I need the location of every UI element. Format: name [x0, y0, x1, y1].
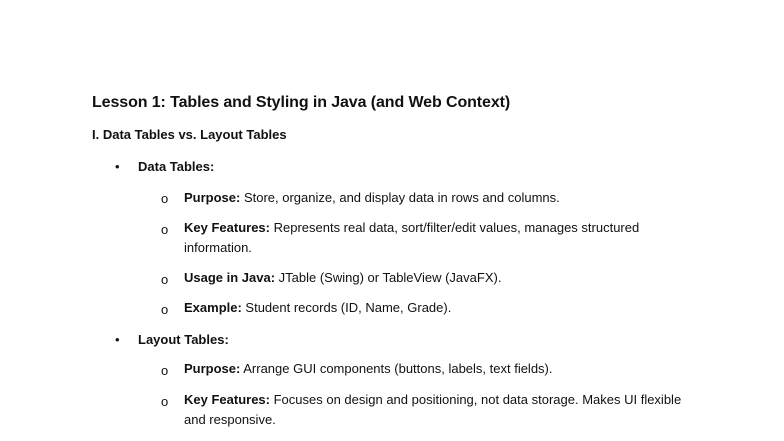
- list-item: [184, 268, 704, 288]
- item-label: Key Features:: [184, 220, 270, 235]
- list-item: [184, 188, 704, 208]
- bullet-marker: •: [115, 332, 120, 347]
- item-label: Purpose:: [184, 190, 241, 205]
- item-label: Key Features:: [184, 392, 270, 407]
- item-label: Purpose:: [184, 361, 241, 376]
- item-text: Focuses on design and positioning, not data storage. Makes UI flexible and responsive.: [184, 392, 682, 427]
- sub-bullet-marker: o: [161, 363, 169, 378]
- sub-bullet-marker: o: [161, 272, 169, 287]
- list-item: [184, 390, 684, 430]
- lesson-title: Lesson 1: Tables and Styling in Java (and Web Context): [92, 94, 511, 111]
- item-text: Student records (ID, Name, Grade).: [241, 300, 452, 315]
- bullet-marker: •: [115, 159, 120, 174]
- section-heading: I. Data Tables vs. Layout Tables: [92, 127, 287, 142]
- sub-bullet-marker: o: [161, 222, 169, 237]
- sub-bullet-marker: o: [161, 302, 169, 317]
- bullet-label-data-tables: Data Tables:: [138, 159, 215, 174]
- item-label: Example:: [184, 300, 242, 315]
- item-text: Arrange GUI components (buttons, labels, text fields).: [240, 361, 553, 376]
- sub-bullet-marker: o: [161, 394, 169, 409]
- item-text: Store, organize, and display data in rows and columns.: [240, 190, 560, 205]
- item-text: Represents real data, sort/filter/edit values, manages structured information.: [184, 220, 640, 255]
- list-item: [184, 218, 704, 258]
- list-item: [184, 298, 704, 318]
- list-item: [184, 359, 704, 379]
- item-text: JTable (Swing) or TableView (JavaFX).: [275, 270, 502, 285]
- bullet-label-layout-tables: Layout Tables:: [138, 332, 229, 347]
- sub-bullet-marker: o: [161, 191, 169, 206]
- item-label: Usage in Java:: [184, 270, 276, 285]
